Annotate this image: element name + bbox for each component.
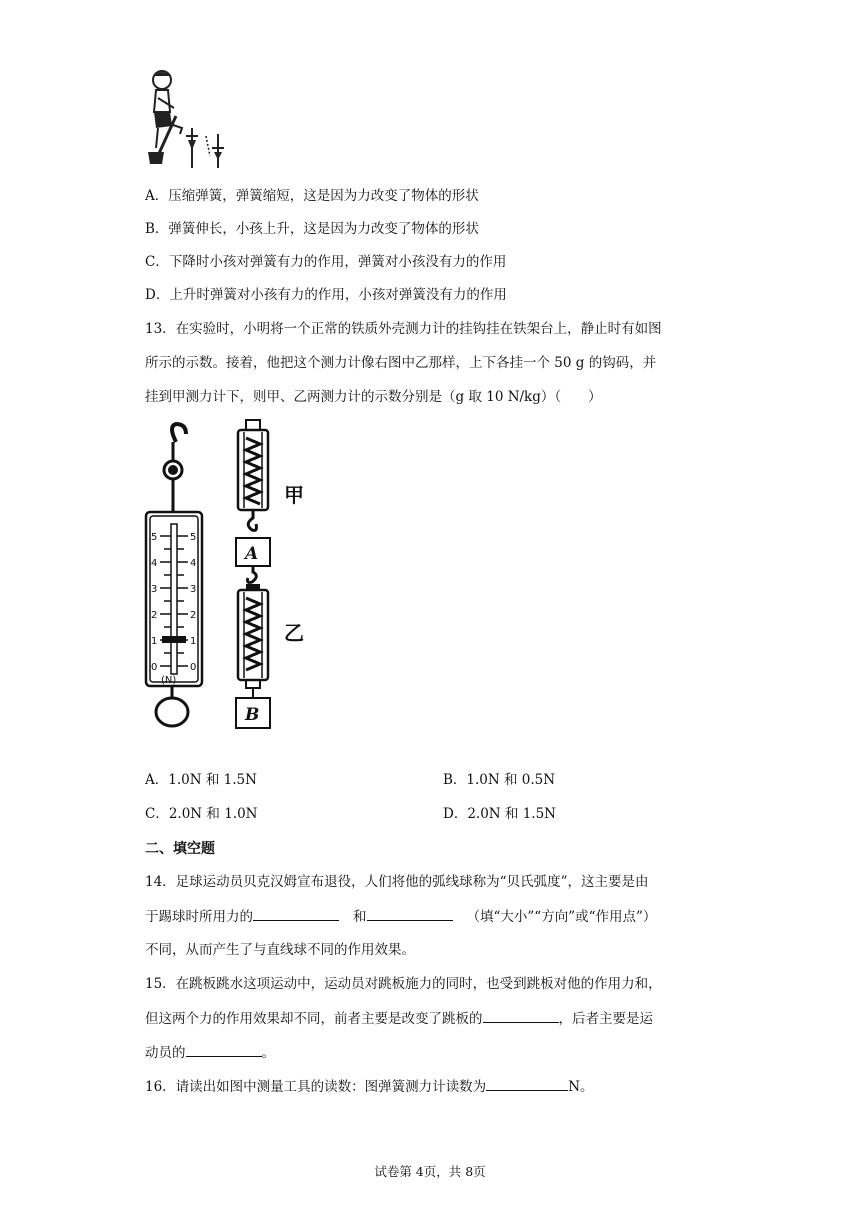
spring-scale-figure xyxy=(140,420,210,738)
q14-blank-2[interactable] xyxy=(367,906,453,921)
q15-text-line1: 15．在跳板跳水这项运动中，运动员对跳板施力的同时，也受到跳板对他的作用力和， xyxy=(145,976,662,992)
q14-text-line2 xyxy=(145,906,656,927)
q14-blank-1[interactable] xyxy=(253,906,339,921)
q15-text-line2 xyxy=(145,1008,653,1029)
q16-text-b: N。 xyxy=(568,1079,594,1095)
q13-option-c: C．2.0N 和 1.0N xyxy=(145,806,258,822)
q12-option-c: C．下降时小孩对弹簧有力的作用，弹簧对小孩没有力的作用 xyxy=(145,254,507,270)
q15-blank-2[interactable] xyxy=(186,1042,262,1057)
q13-option-d: D．2.0N 和 1.5N xyxy=(443,806,556,822)
q16-blank-1[interactable] xyxy=(486,1076,568,1091)
q13-option-a: A．1.0N 和 1.5N xyxy=(145,772,257,788)
q15-text-a: 但这两个力的作用效果却不同，前者主要是改变了跳板的 xyxy=(145,1011,483,1027)
section-title-fill-in: 二、填空题 xyxy=(145,841,215,857)
weight-b-label: B xyxy=(245,705,260,725)
svg-text:1: 1 xyxy=(190,636,197,647)
label-jia: 甲 xyxy=(284,483,304,507)
q15-blank-1[interactable] xyxy=(483,1008,559,1023)
svg-text:0: 0 xyxy=(190,662,197,673)
svg-text:4: 4 xyxy=(190,558,197,569)
q14-text-a: 于踢球时所用力的 xyxy=(145,909,253,925)
scale-label-1: 1 xyxy=(151,636,158,647)
weight-a-label: A xyxy=(245,544,259,564)
svg-text:3: 3 xyxy=(190,584,197,595)
q15-text-line3 xyxy=(145,1042,275,1063)
q16-text-a: 16．请读出如图中测量工具的读数：图弹簧测力计读数为 xyxy=(145,1079,487,1095)
scale-label-2: 2 xyxy=(151,610,158,621)
scale-label-3: 3 xyxy=(151,584,158,595)
chained-scales-figure xyxy=(228,418,318,740)
page-footer: 试卷第 4页，共 8页 xyxy=(374,1164,486,1179)
q16-text-line1 xyxy=(145,1076,594,1097)
q13-text-line2: 所示的示数。接着，他把这个测力计像右图中乙那样，上下各挂一个 50 g 的钩码，并 xyxy=(145,355,657,371)
q14-text-c: （填“大小”“方向”或“作用点”） xyxy=(466,909,657,925)
q15-text-d: 。 xyxy=(261,1045,275,1061)
svg-text:5: 5 xyxy=(190,532,197,543)
q13-text-line3: 挂到甲测力计下，则甲、乙两测力计的示数分别是（g 取 10 N/kg）（ ） xyxy=(145,389,602,405)
q14-text-line1: 14．足球运动员贝克汉姆宣布退役，人们将他的弧线球称为“贝氏弧度”，这主要是由 xyxy=(145,874,649,890)
q12-option-b: B．弹簧伸长，小孩上升，这是因为力改变了物体的形状 xyxy=(145,221,479,237)
q15-text-b: ，后者主要是运 xyxy=(558,1011,653,1027)
svg-text:2: 2 xyxy=(190,610,197,621)
label-yi: 乙 xyxy=(284,621,304,645)
scale-label-4: 4 xyxy=(151,558,158,569)
scale-label-0: 0 xyxy=(151,662,158,673)
q12-option-d: D．上升时弹簧对小孩有力的作用，小孩对弹簧没有力的作用 xyxy=(145,287,507,303)
scale-label-5: 5 xyxy=(151,532,158,543)
pogo-child-figure xyxy=(140,68,240,176)
q13-text-line1: 13．在实验时，小明将一个正常的铁质外壳测力计的挂钩挂在铁架台上，静止时有如图 xyxy=(145,321,662,337)
scale-unit: (N) xyxy=(161,675,177,686)
q12-option-a: A．压缩弹簧，弹簧缩短，这是因为力改变了物体的形状 xyxy=(145,188,479,204)
q15-text-c: 动员的 xyxy=(145,1045,186,1061)
q14-text-b: 和 xyxy=(353,909,367,925)
q13-option-b: B．1.0N 和 0.5N xyxy=(443,772,556,788)
q14-text-line3: 不同，从而产生了与直线球不同的作用效果。 xyxy=(145,942,415,958)
